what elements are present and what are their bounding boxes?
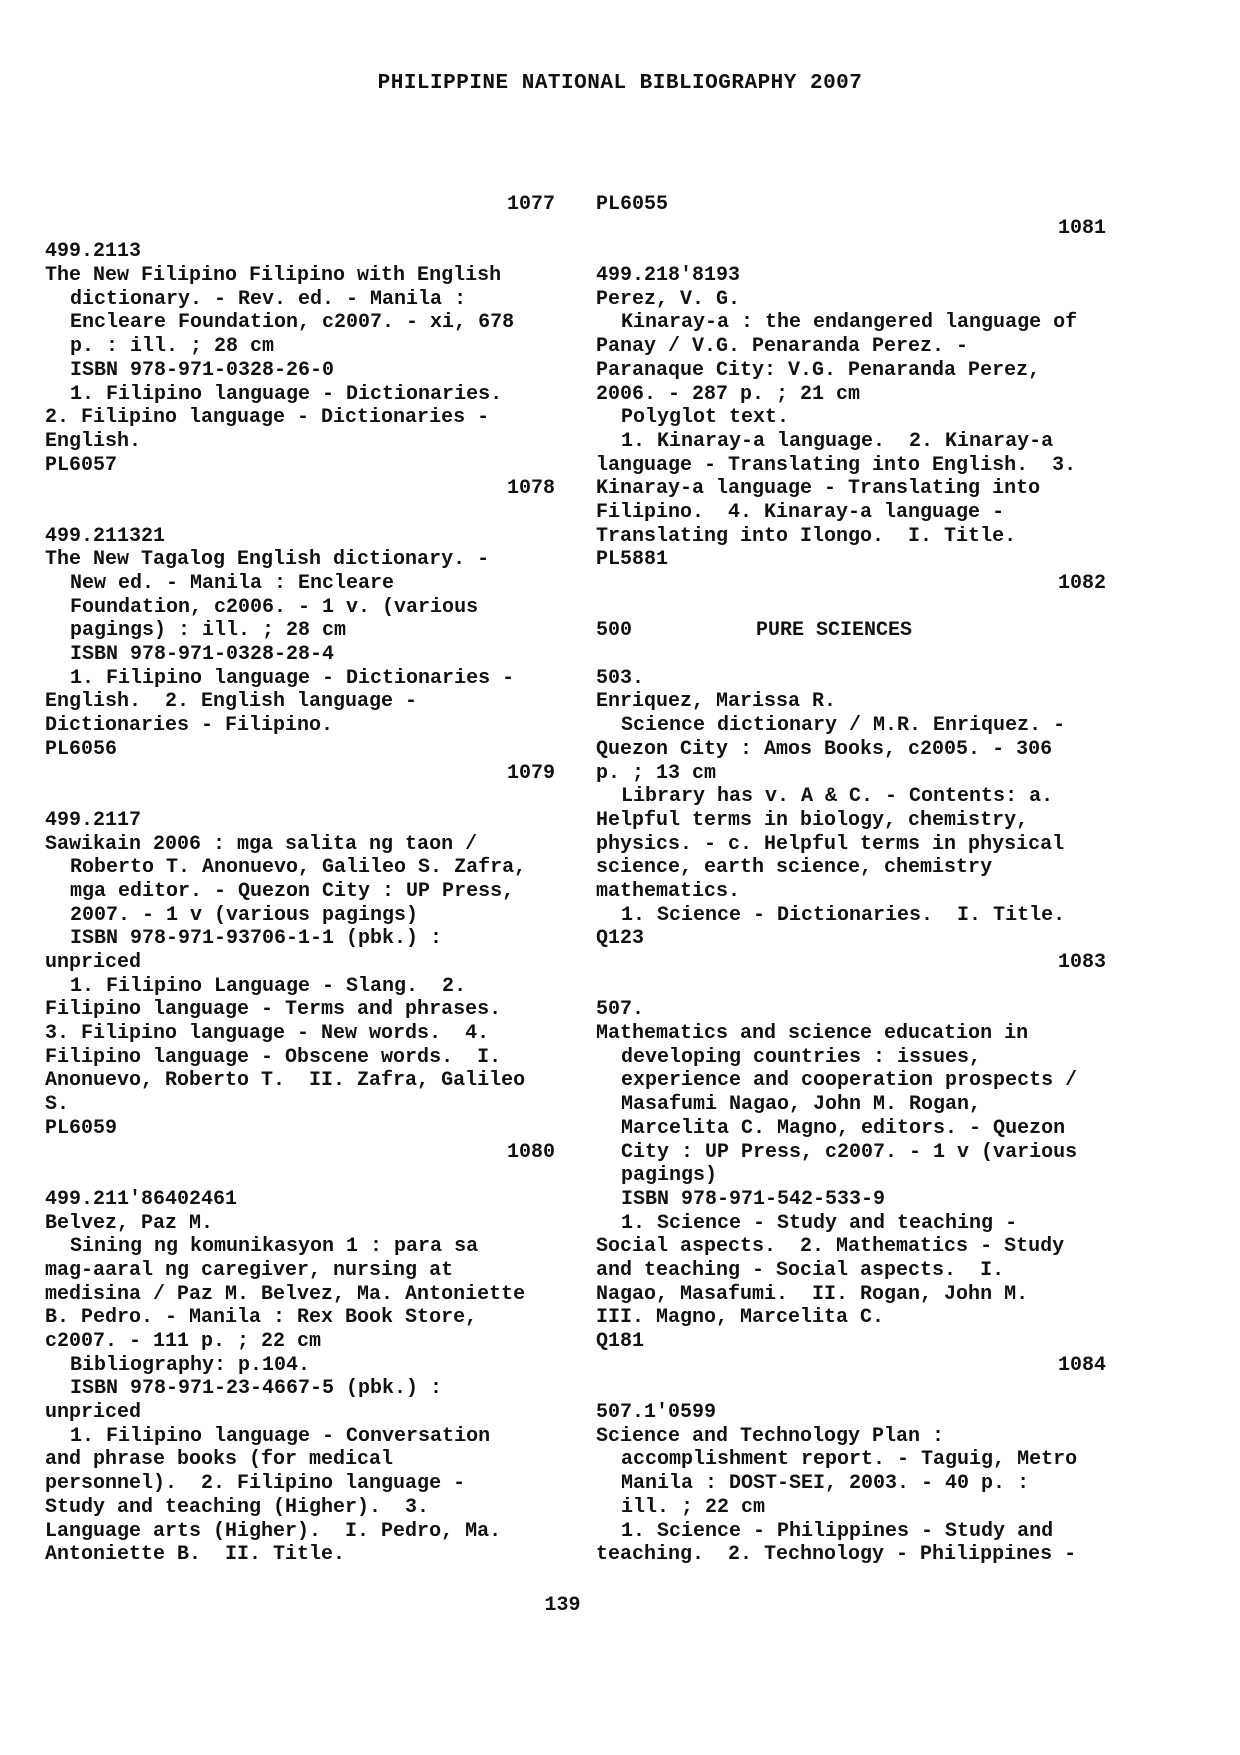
entry-line: Foundation, c2006. - 1 v. (various (70, 595, 479, 619)
entry-line: 3. Filipino language - New words. 4. (45, 1022, 490, 1046)
entry-line: 1. Science - Study and teaching - (621, 1211, 1018, 1235)
entry-line: Science dictionary / M.R. Enriquez. - (621, 714, 1066, 738)
entry-number: 1082 (1057, 572, 1106, 595)
entry-line: 1. Filipino language - Dictionaries. (70, 382, 503, 406)
entry-number: 1084 (1057, 1353, 1106, 1377)
entry-number: 1078 (506, 477, 555, 501)
entry-number: 1081 (1057, 216, 1106, 240)
entry-line: ISBN 978-971-542-533-9 (621, 1187, 886, 1211)
entry-line: Sawikain 2006 : mga salita ng taon / (45, 832, 478, 856)
entry-line: unpriced (45, 1401, 142, 1425)
entry-line: 1. Science - Philippines - Study and (621, 1519, 1054, 1543)
entry-line: ISBN 978-971-0328-28-4 (70, 643, 335, 667)
entry-line: developing countries : issues, (621, 1045, 982, 1069)
entry-line: Enriquez, Marissa R. (596, 690, 837, 714)
blank-line (596, 596, 1106, 620)
entry-line: Masafumi Nagao, John M. Rogan, (621, 1093, 982, 1117)
entry-line: Language arts (Higher). I. Pedro, Ma. (45, 1519, 502, 1543)
entry-line: Panay / V.G. Penaranda Perez. - (596, 335, 969, 359)
entry-line: English. 2. English language - (45, 690, 418, 714)
entry-line: Q123 (596, 927, 645, 951)
entry-line: ISBN 978-971-93706-1-1 (pbk.) : (70, 927, 443, 951)
blank-line (596, 240, 1106, 264)
entry-line: mathematics. (596, 879, 741, 903)
entry-line: The New Filipino Filipino with English (45, 264, 502, 288)
entry-line: pagings) (621, 1164, 718, 1188)
left-column (45, 193, 555, 1567)
entry-line: Science and Technology Plan : (596, 1424, 945, 1448)
entry-line: 1. Science - Dictionaries. I. Title. (621, 903, 1066, 927)
entry-line: Study and teaching (Higher). 3. (45, 1495, 430, 1519)
entry-line: language - Translating into English. 3. (596, 453, 1077, 477)
entry-line: Belvez, Paz M. (45, 1211, 214, 1235)
blank-line (596, 643, 1106, 667)
entry-line: Polyglot text. (621, 406, 790, 430)
entry-line: 1. Filipino language - Conversation (70, 1424, 491, 1448)
entry-line: mag-aaral ng caregiver, nursing at (45, 1258, 454, 1282)
entry-line: Paranaque City: V.G. Penaranda Perez, (596, 358, 1041, 382)
entry-line: PL5881 (596, 548, 669, 572)
entry-line: ISBN 978-971-23-4667-5 (pbk.) : (70, 1377, 443, 1401)
blank-line (45, 1164, 555, 1188)
entry-line: physics. - c. Helpful terms in physical (596, 832, 1065, 856)
entry-line: 2007. - 1 v (various pagings) (70, 903, 419, 927)
entry-line: Roberto T. Anonuevo, Galileo S. Zafra, (70, 856, 527, 880)
entry-line: experience and cooperation prospects / (621, 1069, 1078, 1093)
entry-line: 499.211321 (45, 524, 166, 548)
section-heading (596, 619, 1106, 643)
entry-line: 2. Filipino language - Dictionaries - (45, 406, 490, 430)
entry-number: 1080 (506, 1140, 555, 1164)
entry-line: Social aspects. 2. Mathematics - Study (596, 1235, 1065, 1259)
entry-line: Q181 (596, 1330, 645, 1353)
entry-line: p. ; 13 cm (596, 761, 717, 785)
section-label: PURE SCIENCES (756, 619, 913, 643)
entry-line: 1. Filipino language - Dictionaries - (70, 666, 515, 690)
entry-line: 499.211'86402461 (45, 1187, 238, 1211)
entry-line: Anonuevo, Roberto T. II. Zafra, Galileo (45, 1069, 526, 1093)
entry-line: City : UP Press, c2007. - 1 v (various (621, 1140, 1078, 1164)
entry-line: 1. Kinaray-a language. 2. Kinaray-a (621, 429, 1054, 453)
entry-line: 1. Filipino Language - Slang. 2. (70, 974, 467, 998)
entry-line: accomplishment report. - Taguig, Metro (621, 1448, 1078, 1472)
entry-line: PL6056 (45, 737, 118, 761)
entry-line: 507. (596, 998, 645, 1022)
entry-line: pagings) : ill. ; 28 cm (70, 619, 347, 643)
page-number: 139 (544, 1594, 581, 1617)
entry-line: Filipino language - Terms and phrases. (45, 998, 502, 1022)
entry-line: ill. ; 22 cm (621, 1495, 766, 1519)
entry-line: teaching. 2. Technology - Philippines - (596, 1543, 1077, 1567)
entry-line: Library has v. A & C. - Contents: a. (621, 785, 1054, 809)
entry-line: Kinaray-a : the endangered language of (621, 311, 1078, 335)
entry-line: Manila : DOST-SEI, 2003. - 40 p. : (621, 1472, 1030, 1496)
entry-line: Bibliography: p.104. (70, 1353, 311, 1377)
entry-line: Encleare Foundation, c2007. - xi, 678 (70, 311, 515, 335)
entry-line: science, earth science, chemistry (596, 856, 993, 880)
entry-line: Kinaray-a language - Translating into (596, 477, 1041, 501)
entry-line: 503. (596, 666, 645, 690)
entry-line: Perez, V. G. (596, 287, 741, 311)
page-title: PHILIPPINE NATIONAL BIBLIOGRAPHY 2007 (377, 72, 863, 95)
entry-line: Dictionaries - Filipino. (45, 714, 334, 738)
entry-number: 1079 (506, 761, 555, 785)
entry-line: B. Pedro. - Manila : Rex Book Store, (45, 1306, 478, 1330)
entry-number: 1083 (1057, 951, 1106, 974)
section-code: 500 (596, 619, 633, 643)
entry-line: Filipino. 4. Kinaray-a language - (596, 500, 1005, 524)
entry-line: c2007. - 111 p. ; 22 cm (45, 1330, 322, 1353)
entry-line: unpriced (45, 951, 142, 974)
entry-line: S. (45, 1093, 70, 1117)
entry-line: Helpful terms in biology, chemistry, (596, 808, 1029, 832)
entry-line: and teaching - Social aspects. I. (596, 1258, 1005, 1282)
entry-line: Sining ng komunikasyon 1 : para sa (70, 1235, 479, 1259)
entry-line: 507.1'0599 (596, 1401, 717, 1425)
entry-line: Antoniette B. II. Title. (45, 1543, 346, 1567)
entry-line: personnel). 2. Filipino language - (45, 1472, 466, 1496)
entry-number: 1077 (506, 193, 555, 216)
blank-line (45, 785, 555, 809)
entry-line: medisina / Paz M. Belvez, Ma. Antoniette (45, 1282, 526, 1306)
entry-line: 499.218'8193 (596, 264, 741, 288)
right-column (596, 193, 1106, 1567)
entry-line: Marcelita C. Magno, editors. - Quezon (621, 1116, 1066, 1140)
entry-line: New ed. - Manila : Encleare (70, 572, 395, 595)
entry-line: III. Magno, Marcelita C. (596, 1306, 885, 1330)
entry-line: p. : ill. ; 28 cm (70, 335, 275, 359)
entry-line: Filipino language - Obscene words. I. (45, 1045, 502, 1069)
entry-line: 2006. - 287 p. ; 21 cm (596, 382, 861, 406)
entry-line: 499.2113 (45, 240, 142, 264)
blank-line (596, 1377, 1106, 1401)
entry-line: PL6057 (45, 453, 118, 477)
entry-line: dictionary. - Rev. ed. - Manila : (70, 287, 467, 311)
entry-line: PL6055 (596, 193, 669, 216)
blank-line (596, 975, 1106, 999)
entry-line: PL6059 (45, 1116, 118, 1140)
entry-line: 499.2117 (45, 808, 142, 832)
entry-line: Translating into Ilongo. I. Title. (596, 524, 1017, 548)
entry-line: Quezon City : Amos Books, c2005. - 306 (596, 737, 1053, 761)
entry-line: Nagao, Masafumi. II. Rogan, John M. (596, 1282, 1029, 1306)
entry-line: Mathematics and science education in (596, 1022, 1029, 1046)
entry-line: ISBN 978-971-0328-26-0 (70, 358, 335, 382)
entry-line: and phrase books (for medical (45, 1448, 394, 1472)
blank-line (45, 501, 555, 525)
entry-line: mga editor. - Quezon City : UP Press, (70, 879, 515, 903)
blank-line (45, 217, 555, 241)
entry-line: The New Tagalog English dictionary. - (45, 548, 490, 572)
entry-line: English. (45, 429, 142, 453)
